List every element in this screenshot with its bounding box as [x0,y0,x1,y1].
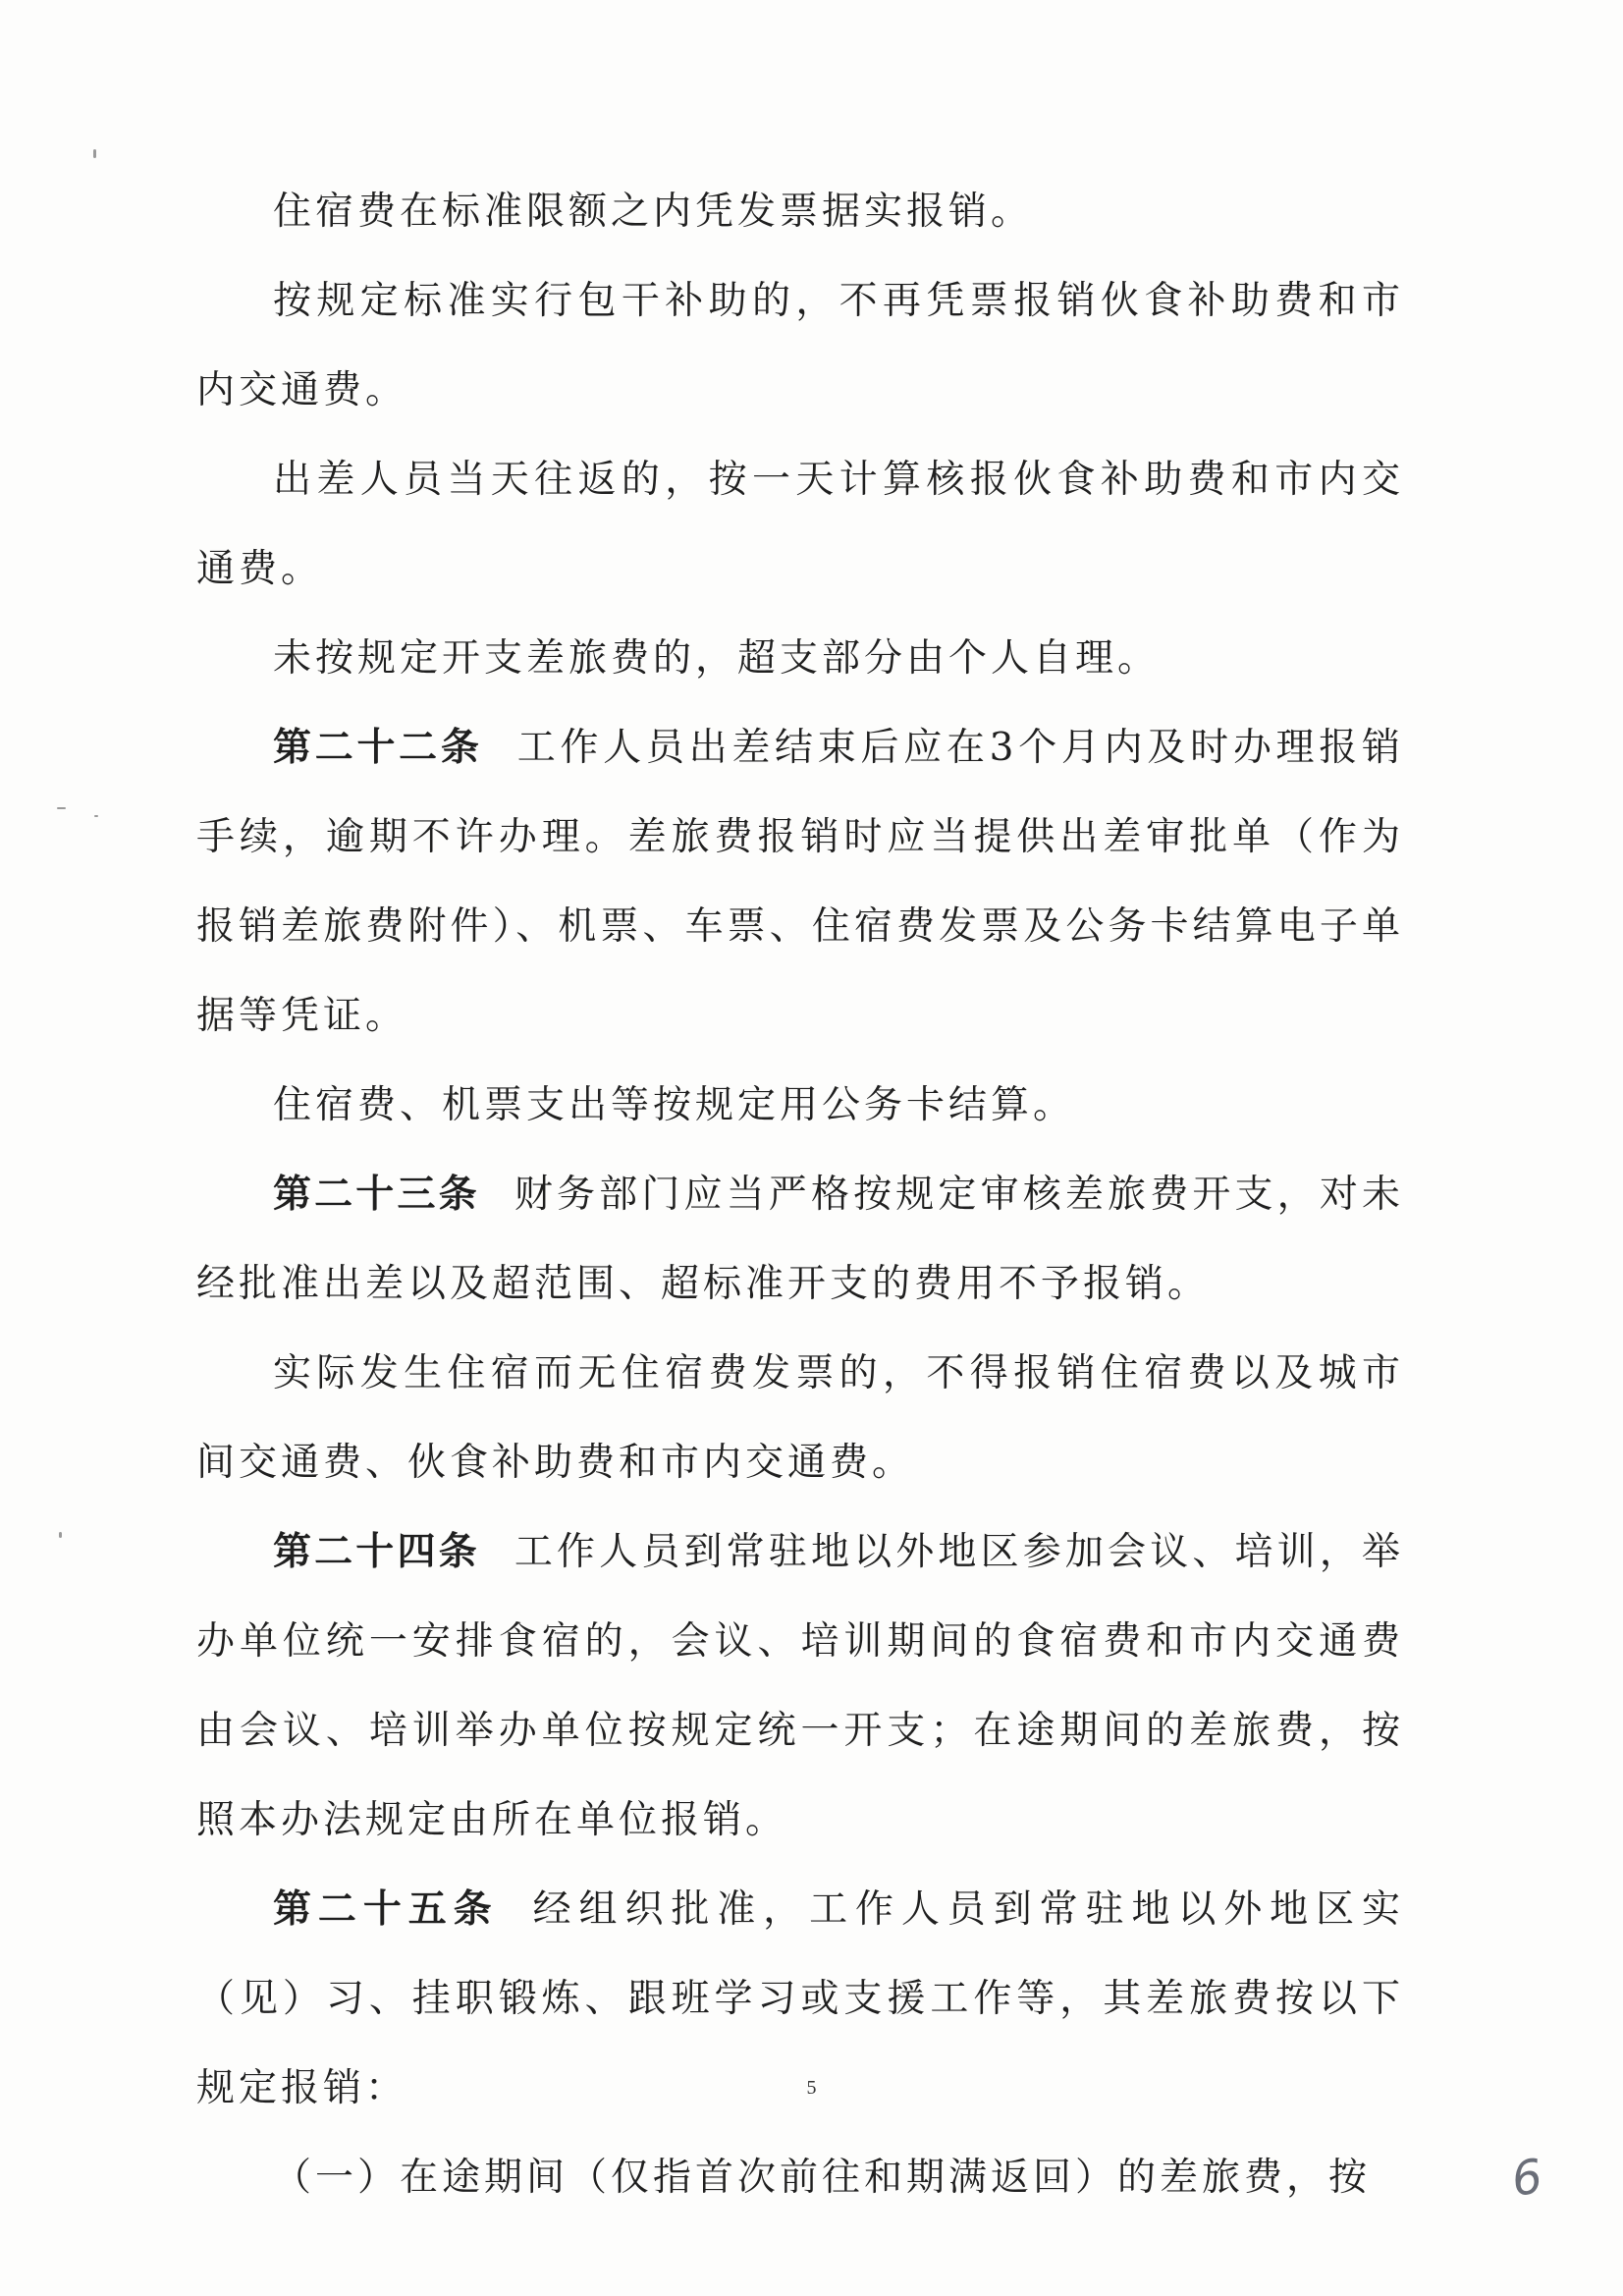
paragraph-text: 工作人员出差结束后应在3个月内及时办理报销手续，逾期不许办理。差旅费报销时应当提供出差审批单（作为报销差旅费附件）、机票、车票、住宿费发票及公务卡结算电子单据等凭证。 [196,726,1404,1038]
paragraph-text: （一）在途期间（仅指首次前往和期满返回）的差旅费，按 [273,2156,1372,2200]
scan-speck [93,149,96,158]
paragraph [196,256,1404,435]
paragraph-text: 按规定标准实行包干补助的，不再凭票报销伙食补助费和市内交通费。 [196,279,1404,412]
paragraph-text: 实际发生住宿而无住宿费发票的，不得报销住宿费以及城市间交通费、伙食补助费和市内交通费。 [196,1351,1404,1485]
paragraph [196,435,1404,614]
paragraph-text: 住宿费在标准限额之内凭发票据实报销。 [273,190,1034,234]
article-22 [196,703,1404,1061]
article-heading: 第二十三条 [273,1172,480,1217]
paragraph [196,1061,1404,1150]
document-body [196,167,1404,2222]
article-heading: 第二十二条 [273,725,483,770]
paragraph [196,1329,1404,1507]
paragraph-text: 工作人员到常驻地以外地区参加会议、培训，举办单位统一安排食宿的，会议、培训期间的食宿费和市内交通费由会议、培训举办单位按规定统一开支；在途期间的差旅费，按照本办法规定由所在单位报销。 [196,1530,1404,1842]
paragraph-text: 经组织批准，工作人员到常驻地以外地区实（见）习、挂职锻炼、跟班学习或支援工作等，其差旅费按以下规定报销： [196,1887,1404,2110]
paragraph-text: 出差人员当天往返的，按一天计算核报伙食补助费和市内交通费。 [196,458,1404,591]
paragraph [196,167,1404,256]
scan-speck [59,1532,62,1538]
page-number: 5 [806,2077,817,2099]
paragraph-text: 住宿费、机票支出等按规定用公务卡结算。 [273,1083,1076,1127]
paragraph-text: 未按规定开支差旅费的，超支部分由个人自理。 [273,636,1161,681]
paragraph [196,614,1404,703]
article-24 [196,1507,1404,1865]
article-23 [196,1150,1404,1329]
scan-speck [57,807,66,809]
paragraph [196,2133,1404,2222]
paragraph-text: 财务部门应当严格按规定审核差旅费开支，对未经批准出差以及超范围、超标准开支的费用不予报销。 [196,1173,1404,1306]
article-heading: 第二十四条 [273,1529,480,1574]
article-heading: 第二十五条 [273,1886,499,1932]
handwritten-page-mark: 6 [1508,2149,1546,2208]
scan-speck [94,815,98,817]
